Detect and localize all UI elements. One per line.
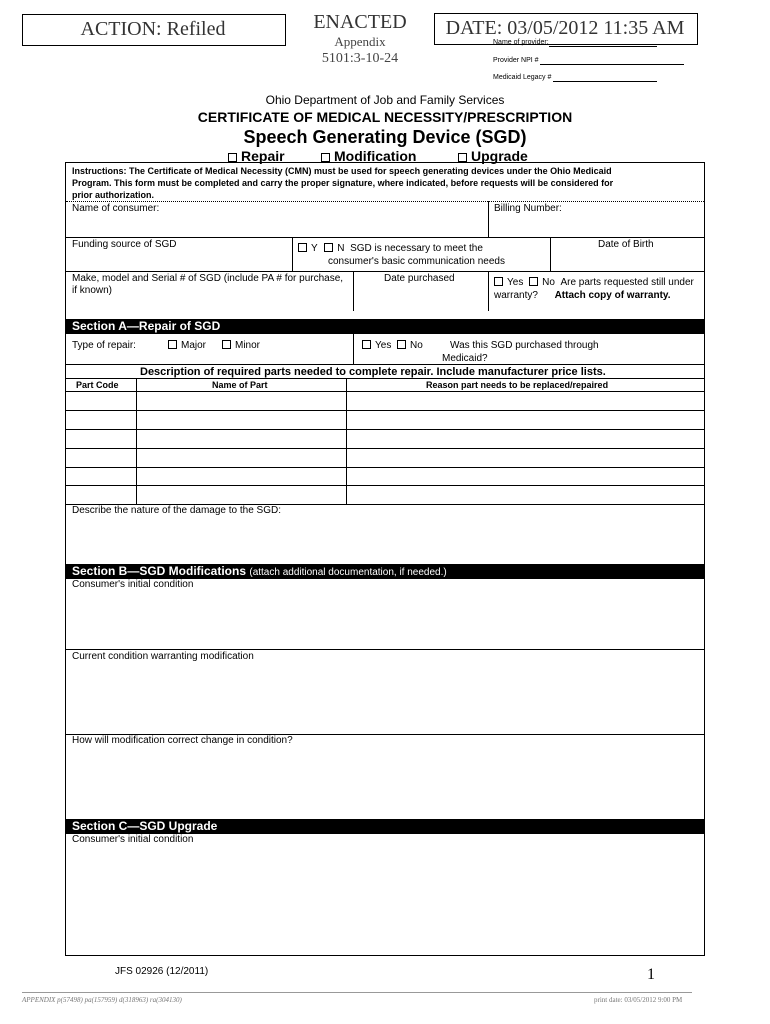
table-row[interactable] [66,485,704,486]
warranty-yes-label: Yes [507,277,524,288]
section-b-header [66,564,704,579]
divider [66,391,704,392]
modification-checkbox[interactable] [321,153,330,162]
footer-rule [22,992,692,993]
sgd-necessary-field [298,243,483,255]
section-c-initial-condition-input[interactable] [68,848,700,948]
provider-npi-line[interactable] [540,56,684,65]
divider [66,378,704,379]
table-row[interactable] [66,467,704,468]
modification-label: Modification [334,148,417,164]
appendix-reference: APPENDIX p(57498) pa(157959) d(318963) ra(304130) [22,996,182,1004]
instructions-line3: prior authorization. [72,190,154,200]
divider [488,271,489,311]
medicaid-no-label: No [410,340,423,351]
rule-number: 5101:3-10-24 [321,51,399,66]
print-date: print date: 03/05/2012 9:00 PM [594,996,683,1004]
no-checkbox[interactable] [324,243,333,252]
medicaid-legacy-field [493,73,657,82]
yes-checkbox[interactable] [298,243,307,252]
section-c-initial-condition-label: Consumer's initial condition [72,834,194,845]
column-reason: Reason part needs to be replaced/repaired [426,380,609,390]
divider [292,237,293,271]
billing-number-input[interactable] [490,215,700,235]
page-number: 1 [647,966,655,983]
yes-label: Y [311,243,318,254]
form-body [65,162,705,956]
divider [488,201,489,237]
modification-correct-label: How will modification correct change in condition? [72,735,293,746]
parts-description: Description of required parts needed to complete repair. Include manufacturer price lists. [140,366,606,378]
medicaid-yes-option[interactable] [362,340,391,352]
warranty-yes-checkbox[interactable] [494,277,503,286]
medicaid-yes-label: Yes [375,340,392,351]
date-label: DATE: 03/05/2012 11:35 AM [445,17,685,39]
purchased-question-2: Medicaid? [442,353,488,364]
medicaid-no-option[interactable] [397,340,423,352]
warranty-no-checkbox[interactable] [529,277,538,286]
provider-name-field [493,38,657,47]
major-label: Major [181,340,207,351]
section-b-initial-condition-input[interactable] [68,593,700,647]
minor-checkbox[interactable] [222,340,231,349]
column-name-of-part: Name of Part [212,380,268,390]
make-model-label: Make, model and Serial # of SGD (include PA # for purchase, [72,273,344,284]
warranty-question: Are parts requested still under [560,277,694,288]
enacted-label: ENACTED [313,11,407,33]
form-title: CERTIFICATE OF MEDICAL NECESSITY/PRESCRIPTION [197,109,573,125]
divider [550,237,551,271]
divider [66,237,704,238]
modification-correct-input[interactable] [68,749,700,815]
consumer-name-label: Name of consumer: [72,203,160,214]
provider-name-label: Name of provider: [493,39,549,46]
sgd-necessary-text-2: consumer's basic communication needs [328,256,505,267]
minor-label: Minor [235,340,261,351]
medicaid-legacy-label: Medicaid Legacy # [493,74,552,81]
section-c-header: Section C—SGD Upgrade [66,819,704,834]
section-b-note: (attach additional documentation, if needed.) [249,567,447,578]
medicaid-yes-checkbox[interactable] [362,340,371,349]
form-subtitle: Speech Generating Device (SGD) [243,127,527,147]
section-b-title: Section B—SGD Modifications [72,564,247,578]
purchased-question: Was this SGD purchased through [450,340,599,351]
instructions-line2: Program. This form must be completed and carry the proper signature, where indicated, before requests will be considered for [72,178,614,188]
type-of-repair-label: Type of repair: [72,340,136,351]
provider-npi-label: Provider NPI # [493,57,539,64]
warranty-no-label: No [542,277,555,288]
major-checkbox[interactable] [168,340,177,349]
divider [66,649,704,650]
divider [66,271,704,272]
sgd-necessary-text: SGD is necessary to meet the [350,243,483,254]
column-part-code: Part Code [76,380,119,390]
damage-description-input[interactable] [68,519,700,561]
no-label: N [337,243,345,254]
warranty-question-end: warranty? [494,290,538,301]
billing-number-label: Billing Number: [494,203,562,214]
divider [66,364,704,365]
warranty-attach-note: Attach copy of warranty. [554,290,671,301]
medicaid-no-checkbox[interactable] [397,340,406,349]
medicaid-legacy-line[interactable] [553,73,657,82]
appendix-label: Appendix [334,34,386,49]
instructions-line1: Instructions: The Certificate of Medical Necessity (CMN) must be used for speech generating devices under the Ohio Medicaid [72,166,612,176]
provider-npi-field [493,56,684,65]
form-id: JFS 02926 (12/2011) [115,966,209,977]
table-row[interactable] [66,448,704,449]
major-option[interactable] [168,340,206,352]
damage-description-label: Describe the nature of the damage to the SGD: [72,505,282,516]
warranty-field [494,277,694,289]
section-b-initial-condition-label: Consumer's initial condition [72,579,194,590]
table-row[interactable] [66,429,704,430]
provider-name-line[interactable] [549,38,657,47]
repair-label: Repair [241,148,285,164]
divider [353,271,354,311]
upgrade-checkbox[interactable] [458,153,467,162]
current-condition-label: Current condition warranting modification [72,651,254,662]
section-a-header: Section A—Repair of SGD [66,319,704,334]
agency-name: Ohio Department of Job and Family Services [265,93,505,107]
minor-option[interactable] [222,340,260,352]
warranty-question-2 [494,290,671,302]
dob-label: Date of Birth [598,239,654,250]
table-row[interactable] [66,410,704,411]
repair-checkbox[interactable] [228,153,237,162]
make-model-label-2: if known) [72,285,113,296]
consumer-name-input[interactable] [68,215,486,235]
funding-source-label: Funding source of SGD [72,239,177,250]
divider [353,334,354,364]
current-condition-input[interactable] [68,665,700,731]
date-purchased-label: Date purchased [384,273,455,284]
action-label: ACTION: Refiled [80,18,226,40]
upgrade-label: Upgrade [471,148,528,164]
divider [66,201,704,202]
